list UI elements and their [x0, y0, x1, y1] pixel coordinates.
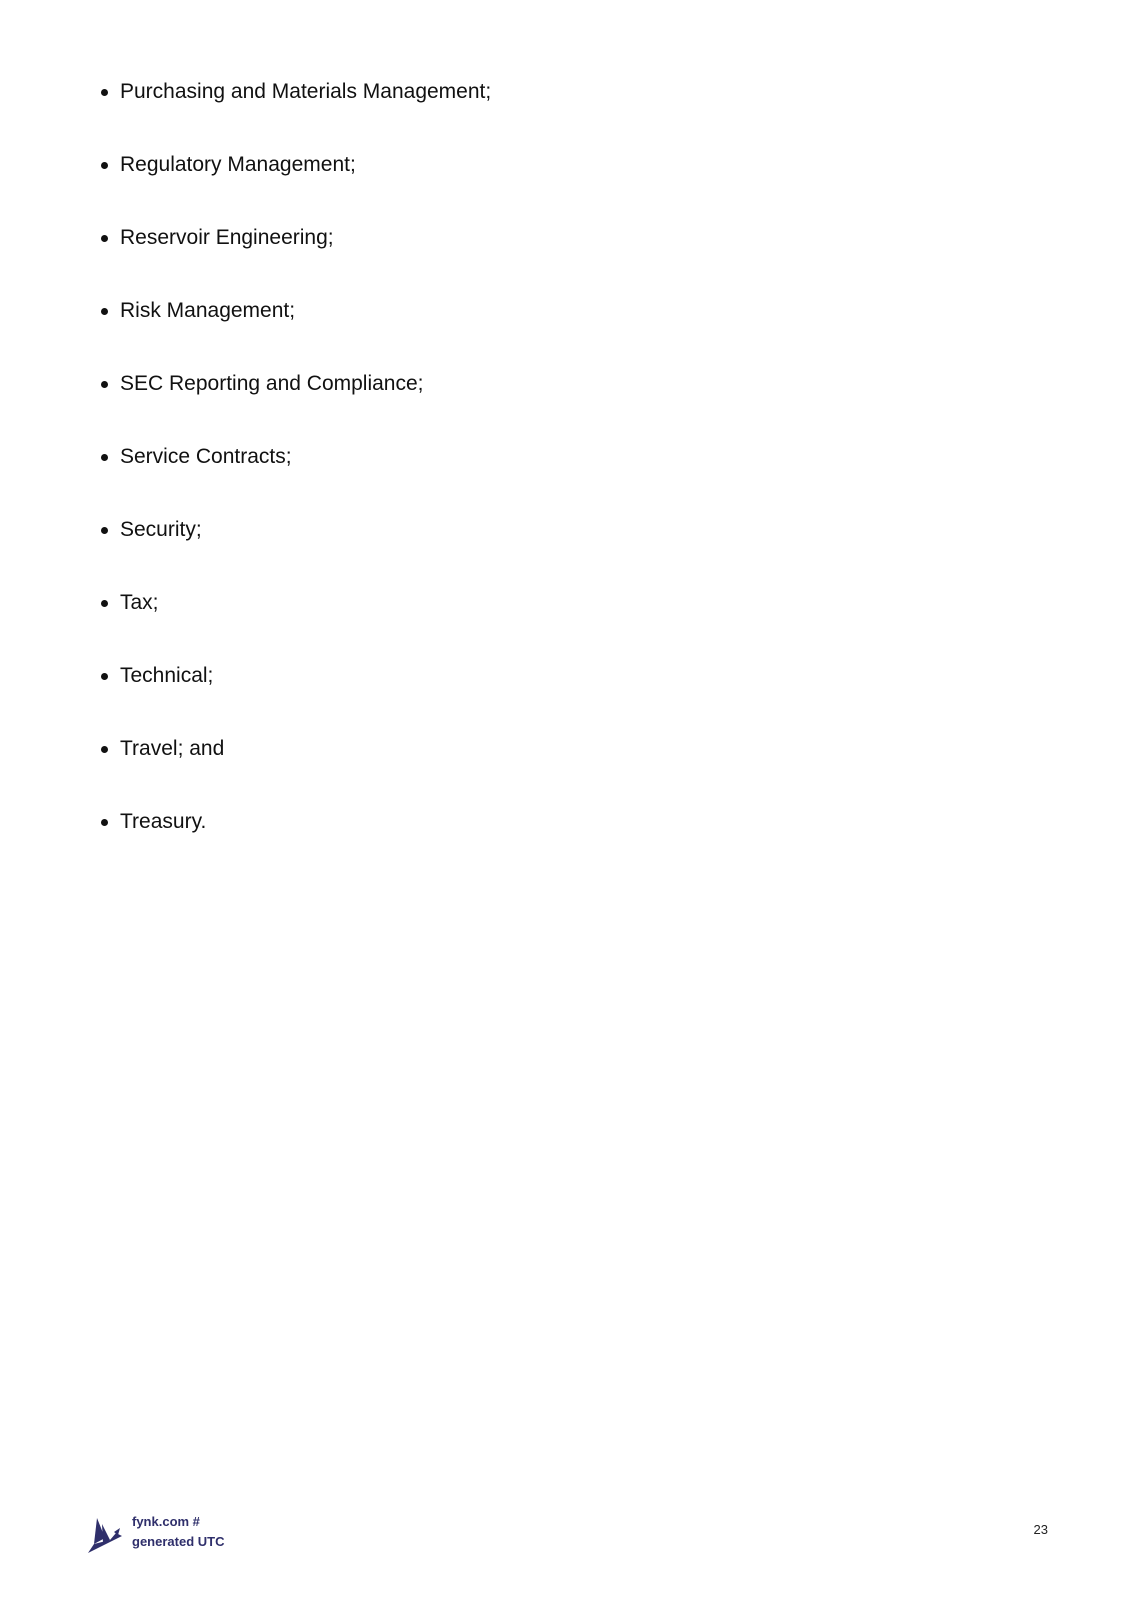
list-item-text: Travel; and [120, 737, 225, 760]
bullet-icon [101, 308, 108, 315]
list-item-text: Tax; [120, 591, 159, 614]
bullet-icon [101, 235, 108, 242]
list-item [100, 224, 491, 297]
fynk-bird-logo-icon [88, 1516, 122, 1554]
list-item-text: Reservoir Engineering; [120, 226, 334, 249]
list-item [100, 589, 491, 662]
page-footer [88, 1512, 1048, 1562]
footer-line-1: fynk.com # [132, 1514, 200, 1529]
list-item-text: Treasury. [120, 810, 207, 833]
bullet-icon [101, 527, 108, 534]
list-item [100, 808, 491, 881]
page-number: 23 [1033, 1522, 1048, 1537]
bullet-icon [101, 162, 108, 169]
list-item [100, 297, 491, 370]
list-item [100, 370, 491, 443]
list-item-text: SEC Reporting and Compliance; [120, 372, 424, 395]
list-item-text: Technical; [120, 664, 214, 687]
list-item [100, 443, 491, 516]
bullet-icon [101, 746, 108, 753]
list-item-text: Service Contracts; [120, 445, 292, 468]
list-item-text: Security; [120, 518, 202, 541]
list-item [100, 735, 491, 808]
list-item-text: Risk Management; [120, 299, 296, 322]
bullet-icon [101, 89, 108, 96]
list-item [100, 516, 491, 589]
list-item-text: Regulatory Management; [120, 153, 356, 176]
bullet-icon [101, 381, 108, 388]
bullet-icon [101, 673, 108, 680]
footer-generated-text [132, 1512, 224, 1552]
bullet-icon [101, 600, 108, 607]
bullet-icon [101, 819, 108, 826]
list-item [100, 662, 491, 735]
bullet-icon [101, 454, 108, 461]
list-item [100, 151, 491, 224]
list-item [100, 78, 491, 151]
footer-line-2: generated UTC [132, 1534, 225, 1549]
list-item-text: Purchasing and Materials Management; [120, 80, 492, 103]
bullet-list [100, 78, 491, 881]
